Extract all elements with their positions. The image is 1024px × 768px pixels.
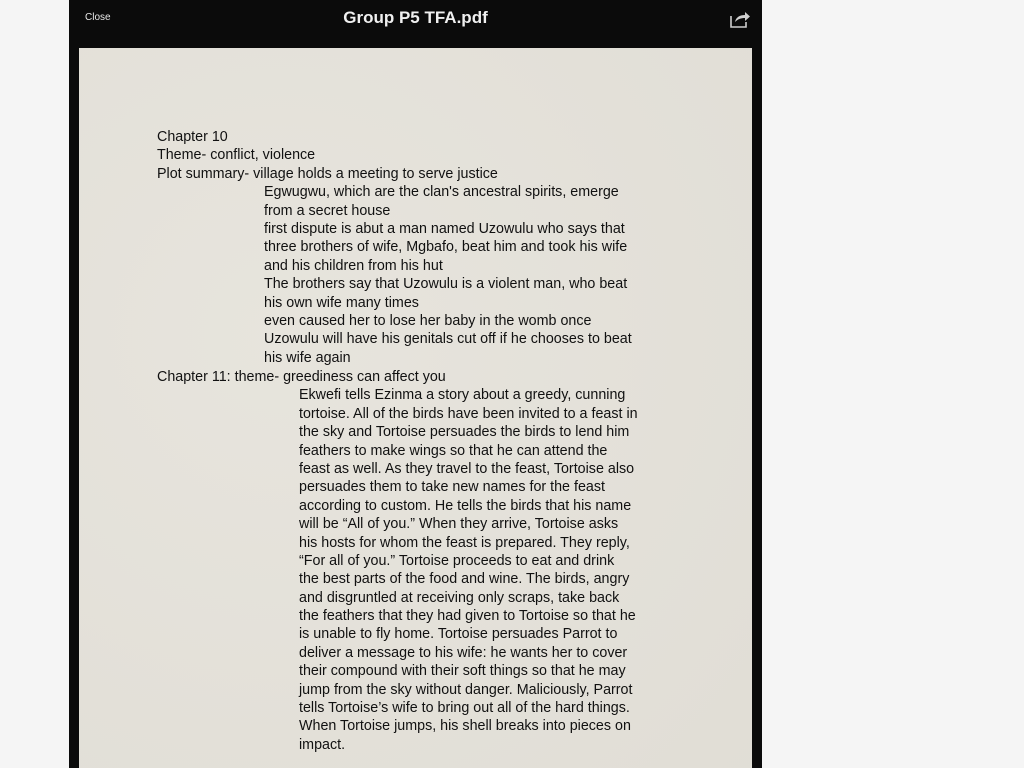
chapter10-summary-block xyxy=(264,183,632,367)
text-line: tortoise. All of the birds have been invited to a feast in xyxy=(299,405,638,422)
text-line: Theme- conflict, violence xyxy=(157,147,316,164)
text-line: the best parts of the food and wine. The birds, angry xyxy=(299,571,630,588)
text-line: their compound with their soft things so that he may xyxy=(299,663,626,680)
text-line: When Tortoise jumps, his shell breaks into pieces on xyxy=(299,718,631,735)
share-icon xyxy=(729,9,751,29)
text-line: jump from the sky without danger. Maliciously, Parrot xyxy=(299,681,633,698)
text-line: Plot summary- village holds a meeting to serve justice xyxy=(157,165,498,182)
text-line: according to custom. He tells the birds that his name xyxy=(299,497,632,514)
text-line: feast as well. As they travel to the feast, Tortoise also xyxy=(299,460,635,477)
document-page[interactable] xyxy=(79,48,752,768)
text-line: deliver a message to his wife: he wants her to cover xyxy=(299,644,628,661)
text-line: Uzowulu will have his genitals cut off if he chooses to beat xyxy=(264,331,632,348)
toolbar xyxy=(69,0,762,40)
text-line: his hosts for whom the feast is prepared. They reply, xyxy=(299,534,630,551)
text-line: Ekwefi tells Ezinma a story about a greedy, cunning xyxy=(299,387,626,404)
text-line: and his children from his hut xyxy=(264,257,443,274)
text-line: the sky and Tortoise persuades the birds to lend him xyxy=(299,424,630,441)
text-line: and disgruntled at receiving only scraps, take back xyxy=(299,589,620,606)
text-line: “For all of you.” Tortoise proceeds to eat and drink xyxy=(299,552,615,569)
share-button[interactable] xyxy=(729,9,751,29)
text-line: three brothers of wife, Mgbafo, beat him and took his wife xyxy=(264,239,628,256)
text-line: is unable to fly home. Tortoise persuades Parrot to xyxy=(299,626,618,643)
chapter11-summary-block xyxy=(299,386,638,754)
text-line: The brothers say that Uzowulu is a violent man, who beat xyxy=(264,276,628,293)
close-button[interactable]: Close xyxy=(85,12,111,23)
text-line: first dispute is abut a man named Uzowulu who says that xyxy=(264,220,625,237)
text-line: persuades them to take new names for the feast xyxy=(299,479,605,496)
document-title: Group P5 TFA.pdf xyxy=(343,8,488,27)
text-line: tells Tortoise’s wife to bring out all of the hard things. xyxy=(299,700,630,717)
pdf-viewer xyxy=(69,0,762,768)
chapter10-heading-block xyxy=(157,128,498,183)
left-margin xyxy=(0,0,69,768)
right-margin xyxy=(762,0,1024,768)
chapter11-heading-block xyxy=(157,368,446,386)
text-line: Egwugwu, which are the clan's ancestral spirits, emerge xyxy=(264,184,619,201)
text-line: his wife again xyxy=(264,349,351,366)
text-line: Chapter 10 xyxy=(157,129,228,145)
text-line: feathers to make wings so that he can attend the xyxy=(299,442,608,459)
text-line: impact. xyxy=(299,736,346,753)
text-line: his own wife many times xyxy=(264,294,419,311)
text-line: will be “All of you.” When they arrive, Tortoise asks xyxy=(299,516,619,533)
text-line: Chapter 11: theme- greediness can affect you xyxy=(157,369,446,385)
text-line: the feathers that they had given to Tortoise so that he xyxy=(299,608,636,625)
text-line: even caused her to lose her baby in the womb once xyxy=(264,312,592,329)
text-line: from a secret house xyxy=(264,202,391,219)
